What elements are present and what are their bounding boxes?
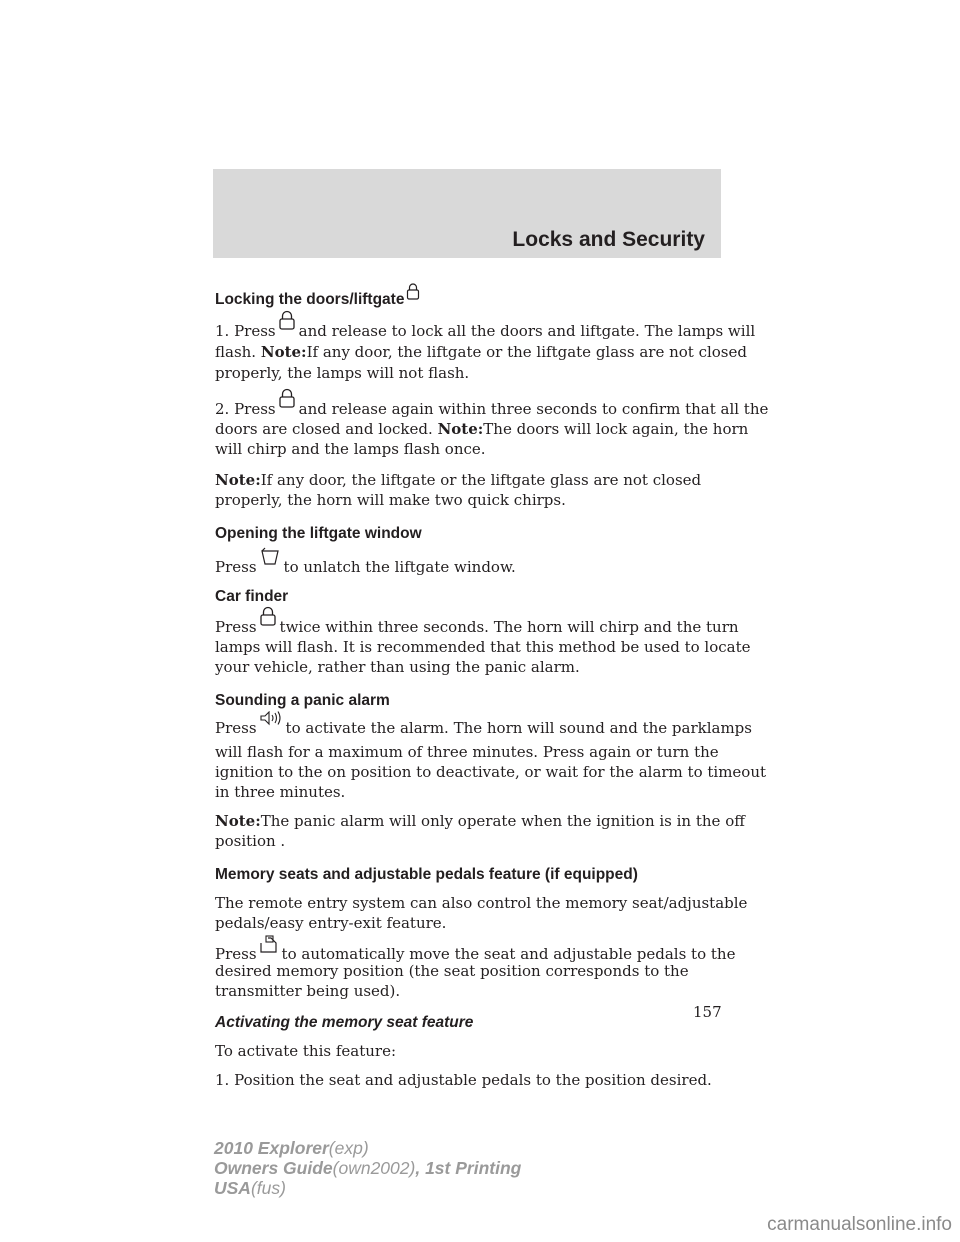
para-7-line-1: Note:The panic alarm will only operate when the ignition is in the off <box>215 812 745 830</box>
lock-icon <box>278 388 296 408</box>
para-4: Press to unlatch the liftgate window. <box>215 552 516 577</box>
heading-memory-seats: Memory seats and adjustable pedals feature (if equipped) <box>215 866 638 883</box>
lock-icon <box>406 282 420 300</box>
para-8-line-2: pedals/easy entry-exit feature. <box>215 914 447 932</box>
para-6-line-3: ignition to the on position to deactivate, or wait for the alarm to timeout <box>215 763 767 781</box>
watermark-link[interactable]: carmanualsonline.info <box>767 1214 952 1235</box>
para-6-line-4: in three minutes. <box>215 783 346 801</box>
footer-line-1: 2010 Explorer(exp) <box>214 1138 369 1158</box>
section-title: Locks and Security <box>512 228 705 251</box>
para-1-line-2: flash. Note:If any door, the liftgate or the liftgate glass are not closed <box>215 343 747 361</box>
para-5-line-1: Press twice within three seconds. The horn will chirp and the turn <box>215 612 739 637</box>
para-10: To activate this feature: <box>215 1042 397 1060</box>
print-footer <box>214 1138 521 1198</box>
para-11: 1. Position the seat and adjustable pedals to the position desired. <box>215 1071 712 1089</box>
heading-locking <box>215 286 423 309</box>
para-5-line-2: lamps will flash. It is recommended that this method be used to locate <box>215 638 751 656</box>
para-2-line-2: doors are closed and locked. Note:The doors will lock again, the horn <box>215 420 749 438</box>
heading-car-finder: Car finder <box>215 588 289 605</box>
para-2-line-1: 2. Press and release again within three seconds to confirm that all the <box>215 394 768 419</box>
para-9-line-3: transmitter being used). <box>215 982 401 1000</box>
para-8-line-1: The remote entry system can also control the memory seat/adjustable <box>215 894 748 912</box>
page-number: 157 <box>693 1003 722 1021</box>
lock-icon <box>278 310 296 330</box>
lock-icon <box>259 606 277 626</box>
para-6-line-2: will flash for a maximum of three minutes. Press again or turn the <box>215 743 719 761</box>
memory-seat-icon <box>259 935 279 953</box>
heading-locking-text: Locking the doors/liftgate <box>215 291 405 308</box>
para-1-line-1: 1. Press and release to lock all the doors and liftgate. The lamps will <box>215 316 755 341</box>
heading-panic-alarm: Sounding a panic alarm <box>215 692 390 709</box>
para-3-line-1: Note:If any door, the liftgate or the liftgate glass are not closed <box>215 471 702 489</box>
section-header-band <box>213 169 721 258</box>
para-5-line-3: your vehicle, rather than using the panic alarm. <box>215 658 580 676</box>
heading-liftgate-window: Opening the liftgate window <box>215 525 422 542</box>
para-9-line-1: Press to automatically move the seat and adjustable pedals to the <box>215 941 735 964</box>
para-7-line-2: position . <box>215 832 286 850</box>
panic-alarm-icon <box>259 711 283 727</box>
footer-line-2: Owners Guide(own2002), 1st Printing <box>214 1158 522 1178</box>
para-3-line-2: properly, the horn will make two quick chirps. <box>215 491 566 509</box>
para-2-line-3: will chirp and the lamps flash once. <box>215 440 486 458</box>
footer-line-3: USA(fus) <box>214 1178 286 1198</box>
heading-activating-memory: Activating the memory seat feature <box>215 1014 474 1031</box>
liftgate-window-icon <box>259 547 281 567</box>
para-1-line-3: properly, the lamps will not flash. <box>215 364 470 382</box>
para-9-line-2: desired memory position (the seat position corresponds to the <box>215 962 689 980</box>
para-6-line-1: Press to activate the alarm. The horn will sound and the parklamps <box>215 717 752 738</box>
